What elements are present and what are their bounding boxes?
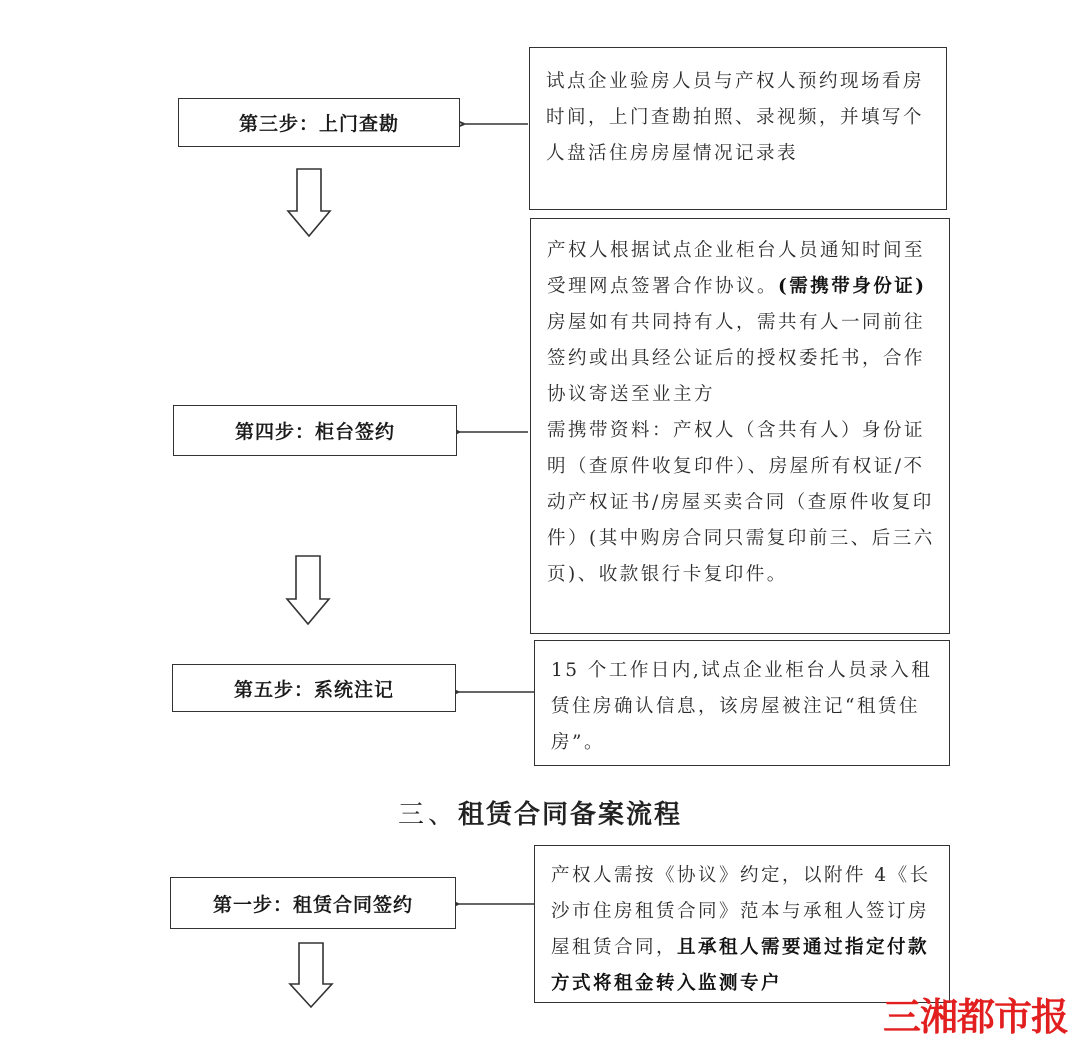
newspaper-logo: 三湘都市报 — [882, 995, 1068, 1039]
step4-box — [173, 405, 457, 456]
step5-label: 第五步：系统注记 — [233, 678, 394, 701]
contract-step1-desc — [551, 858, 935, 1002]
step4-desc-bold: (需携带身份证) — [778, 276, 927, 297]
contract-step1-desc-text: 产权人需按《协议》约定，以附件 4《长沙市住房租赁合同》范本与承租人签订房屋租赁合同， — [551, 865, 931, 958]
step3-desc-box — [529, 47, 947, 210]
step3-label: 第三步：上门查勘 — [238, 113, 399, 135]
contract-step1-desc-bold: 且承租人需要通过指定付款方式将租金转入监测专户 — [551, 937, 930, 994]
step4-desc-box — [530, 218, 950, 634]
section-number: 三、 — [397, 800, 458, 830]
step4-desc-part2: 房屋如有共同持有人，需共有人一同前往签约或出具经公证后的授权委托书，合作协议寄送至业主方 — [547, 312, 926, 405]
down-arrow-3 — [290, 943, 332, 1007]
down-arrow-2 — [287, 556, 329, 624]
step3-desc: 试点企业验房人员与产权人预约现场看房时间，上门查勘拍照、录视频，并填写个人盘活住房房屋情况记录表 — [546, 71, 925, 164]
step4-desc-text: 产权人根据试点企业柜台人员通知时间至受理网点签署合作协议。 — [547, 240, 926, 297]
step5-box — [172, 664, 456, 712]
section-title: 租赁合同备案流程 — [458, 800, 683, 830]
contract-step1-box — [170, 877, 456, 929]
step5-desc-box — [534, 640, 950, 766]
section-heading — [0, 794, 1080, 831]
down-arrow-1 — [288, 169, 330, 236]
contract-step1-desc-box — [534, 845, 950, 1003]
step4-desc-part3: 需携带资料：产权人（含共有人）身份证明（查原件收复印件）、房屋所有权证/不动产权证书/房屋买卖合同（查原件收复印件）(其中购房合同只需复印前三、后三六页)、收款银行卡复印件。 — [547, 420, 935, 585]
contract-step1-label: 第一步：租赁合同签约 — [212, 893, 413, 916]
step5-desc: 15 个工作日内,试点企业柜台人员录入租赁住房确认信息，该房屋被注记“租赁住房”。 — [551, 660, 933, 753]
step4-label: 第四步：柜台签约 — [234, 421, 395, 443]
step3-box — [178, 98, 460, 147]
step4-desc-part1 — [547, 233, 935, 305]
